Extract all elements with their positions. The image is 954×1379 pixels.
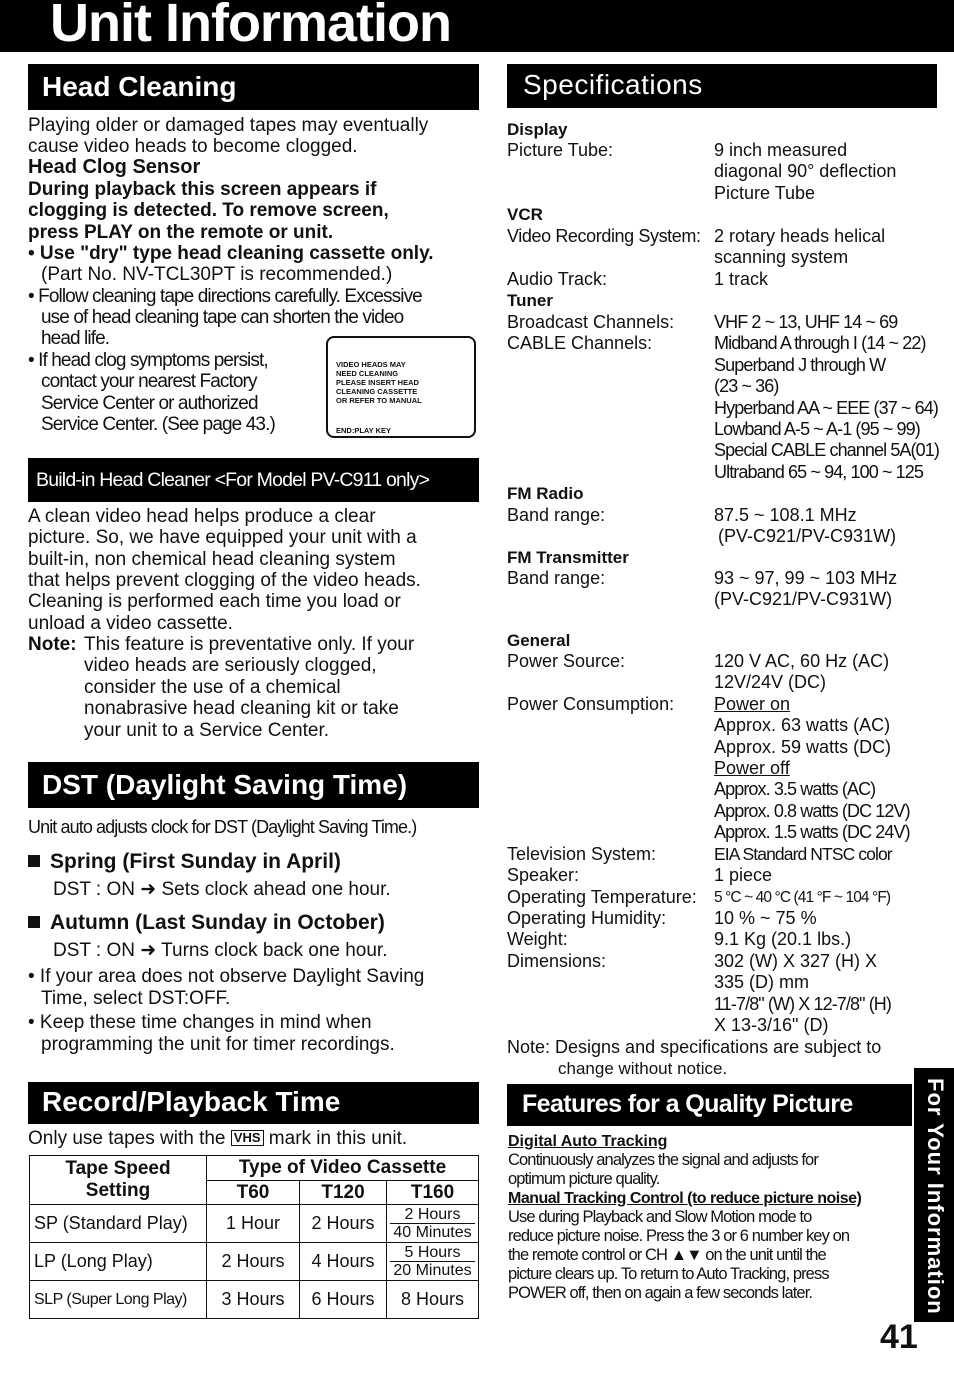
record-intro-before: Only use tapes with the: [28, 1128, 226, 1149]
fm-radio-label: Band range:: [507, 505, 606, 525]
builtin-heading-bar: [28, 458, 479, 502]
power-source-value-1: 120 V AC, 60 Hz (AC): [714, 651, 890, 671]
table-row: [30, 1243, 479, 1281]
humidity-value: 10 % ~ 75 %: [714, 908, 817, 928]
dimensions-label: Dimensions:: [507, 951, 607, 971]
head-cleaning-heading-bar: [28, 64, 479, 110]
fm-transmitter-value-2: (PV-C921/PV-C931W): [714, 589, 893, 609]
fm-transmitter-value-1: 93 ~ 97, 99 ~ 103 MHz: [714, 568, 898, 588]
note-4: nonabrasive head cleaning kit or take: [84, 698, 399, 719]
time-line: 20 Minutes: [390, 1261, 475, 1279]
screen-footer: END:PLAY KEY: [336, 426, 392, 435]
head-cleaning-intro-1: Playing older or damaged tapes may eventually: [28, 115, 429, 136]
dst-bullet1-1: • If your area does not observe Daylight Saving: [28, 966, 425, 987]
screen-line-5: OR REFER TO MANUAL: [336, 396, 422, 405]
t160-header: T160: [387, 1181, 479, 1205]
features-heading-bar: [507, 1084, 912, 1126]
specs-note-2: change without notice.: [558, 1059, 728, 1078]
mtc-title: Manual Tracking Control (to reduce picture noise): [508, 1190, 862, 1207]
broadcast-value: VHF 2 ~ 13, UHF 14 ~ 69: [714, 312, 898, 332]
side-tab-label: For Your Information: [923, 1078, 948, 1315]
sensor-text-1: During playback this screen appears if: [28, 179, 377, 200]
cable-value-7: Ultraband 65 ~ 94, 100 ~ 125: [714, 462, 923, 482]
features-heading: Features for a Quality Picture: [522, 1090, 853, 1118]
builtin-text-4: that helps prevent clogging of the video heads.: [28, 570, 421, 591]
head-cleaning-intro-2: cause video heads to become clogged.: [28, 136, 358, 157]
cable-value-3: (23 ~ 36): [714, 376, 779, 396]
video-recording-value-1: 2 rotary heads helical: [714, 226, 886, 246]
temperature-value: 5 °C ~ 40 °C (41 °F ~ 104 °F): [714, 889, 891, 906]
head-cleaning-heading: Head Cleaning: [42, 71, 237, 102]
time-cell: 4 Hours: [300, 1243, 387, 1281]
tape-speed-header-2: Setting: [85, 1180, 151, 1201]
tuner-title: Tuner: [507, 291, 553, 310]
persist-4: Service Center. (See page 43.): [41, 414, 275, 435]
screen-line-3: PLEASE INSERT HEAD: [336, 378, 419, 387]
power-source-label: Power Source:: [507, 651, 626, 671]
fm-radio-value-1: 87.5 ~ 108.1 MHz: [714, 505, 857, 525]
video-recording-label: Video Recording System:: [507, 226, 701, 246]
time-cell: [387, 1205, 479, 1243]
builtin-text-1: A clean video head helps produce a clear: [28, 506, 376, 527]
dat-title: Digital Auto Tracking: [508, 1133, 668, 1150]
tape-time-table: [29, 1155, 479, 1319]
spring-title-text: Spring (First Sunday in April): [50, 850, 341, 873]
record-intro-after: mark in this unit.: [268, 1128, 408, 1149]
vcr-title: VCR: [507, 205, 543, 224]
t60-header: T60: [207, 1181, 300, 1205]
power-off-value-2: Approx. 0.8 watts (DC 12V): [714, 801, 910, 821]
tv-system-label: Television System:: [507, 844, 657, 864]
dat-text-1: Continuously analyzes the signal and adjusts for: [508, 1151, 818, 1169]
dat-text-2: optimum picture quality.: [508, 1170, 660, 1188]
time-cell: 8 Hours: [387, 1281, 479, 1319]
dimensions-value-1: 302 (W) X 327 (H) X: [714, 951, 878, 971]
mtc-text-1: Use during Playback and Slow Motion mode to: [508, 1208, 812, 1226]
dimensions-value-3: 11-7/8" (W) X 12-7/8" (H): [714, 994, 891, 1014]
dst-bullet2-2: programming the unit for timer recordings.: [41, 1034, 395, 1055]
note-1: This feature is preventative only. If your: [84, 634, 415, 655]
square-bullet-icon: [28, 855, 40, 867]
power-source-value-2: 12V/24V (DC): [714, 672, 827, 692]
time-line: 2 Hours: [404, 1206, 461, 1223]
picture-tube-value-3: Picture Tube: [714, 183, 816, 203]
power-off-value-1: Approx. 3.5 watts (AC): [714, 779, 876, 799]
general-title: General: [507, 631, 571, 650]
speaker-label: Speaker:: [507, 865, 580, 885]
dst-bullet2-1: • Keep these time changes in mind when: [28, 1012, 372, 1033]
time-line: 5 Hours: [404, 1244, 461, 1261]
sensor-text-2: clogging is detected. To remove screen,: [28, 200, 389, 221]
head-clog-sensor-title: Head Clog Sensor: [28, 156, 201, 178]
mtc-text-5: POWER off, then on again a few seconds later.: [508, 1284, 813, 1302]
time-cell: 2 Hours: [207, 1243, 300, 1281]
audio-track-value: 1 track: [714, 269, 769, 289]
time-cell: 6 Hours: [300, 1281, 387, 1319]
screen-line-4: CLEANING CASSETTE: [336, 387, 418, 396]
power-on-value-2: Approx. 59 watts (DC): [714, 737, 892, 757]
cassette-type-header: Type of Video Cassette: [207, 1156, 479, 1181]
fm-radio-title: FM Radio: [507, 484, 584, 503]
builtin-text-6: unload a video cassette.: [28, 613, 233, 634]
dst-heading: DST (Daylight Saving Time): [42, 769, 408, 800]
page-title: Unit Information: [50, 0, 451, 53]
power-off-value-3: Approx. 1.5 watts (DC 24V): [714, 822, 910, 842]
autumn-title: [28, 912, 385, 933]
dry-cassette-bullet: • Use "dry" type head cleaning cassette only.: [28, 243, 434, 264]
fm-transmitter-title: FM Transmitter: [507, 548, 629, 567]
follow-directions-2: use of head cleaning tape can shorten the video: [41, 307, 404, 328]
cable-value-4: Hyperband AA ~ EEE (37 ~ 64): [714, 398, 938, 418]
spring-title: [28, 851, 341, 872]
time-cell: 1 Hour: [207, 1205, 300, 1243]
table-row: [30, 1281, 479, 1319]
speed-cell: SLP (Super Long Play): [30, 1281, 207, 1319]
follow-directions-3: head life.: [41, 328, 110, 349]
power-on-label: Power on: [714, 694, 791, 714]
record-heading: Record/Playback Time: [42, 1086, 341, 1117]
screen-line-1: VIDEO HEADS MAY: [336, 360, 406, 369]
dst-bullet1-2: Time, select DST:OFF.: [41, 988, 231, 1009]
builtin-text-2: picture. So, we have equipped your unit with a: [28, 527, 417, 548]
persist-3: Service Center or authorized: [41, 393, 258, 414]
cable-label: CABLE Channels:: [507, 333, 653, 353]
mtc-text-2: reduce picture noise. Press the 3 or 6 number key on: [508, 1227, 850, 1245]
note-3: consider the use of a chemical: [84, 677, 341, 698]
note-2: video heads are seriously clogged,: [84, 655, 377, 676]
dimensions-value-2: 335 (D) mm: [714, 972, 810, 992]
persist-1: • If head clog symptoms persist,: [28, 350, 268, 371]
cable-value-6: Special CABLE channel 5A(01): [714, 440, 939, 460]
builtin-text-5: Cleaning is performed each time you load or: [28, 591, 401, 612]
side-tab: [914, 1068, 954, 1322]
power-on-value-1: Approx. 63 watts (AC): [714, 715, 891, 735]
time-cell: [387, 1243, 479, 1281]
spring-text: DST : ON ➜ Sets clock ahead one hour.: [53, 879, 391, 900]
cable-value-5: Lowband A-5 ~ A-1 (95 ~ 99): [714, 419, 920, 439]
builtin-heading: Build-in Head Cleaner <For Model PV-C911 only>: [36, 469, 430, 491]
time-line: 40 Minutes: [390, 1223, 475, 1241]
weight-value: 9.1 Kg (20.1 lbs.): [714, 929, 852, 949]
note-label: Note:: [28, 634, 77, 655]
humidity-label: Operating Humidity:: [507, 908, 667, 928]
speed-cell: SP (Standard Play): [30, 1205, 207, 1243]
autumn-text: DST : ON ➜ Turns clock back one hour.: [53, 940, 388, 961]
fm-radio-value-2: (PV-C921/PV-C931W): [718, 526, 897, 546]
fm-transmitter-label: Band range:: [507, 568, 606, 588]
screen-line-2: NEED CLEANING: [336, 369, 399, 378]
mtc-text-4: picture clears up. To return to Auto Tracking, press: [508, 1265, 829, 1283]
page-title-bar: [0, 0, 954, 52]
square-bullet-icon: [28, 916, 40, 928]
tape-speed-header: [30, 1156, 207, 1205]
picture-tube-value-2: diagonal 90° deflection: [714, 161, 897, 181]
specifications-heading: Specifications: [523, 69, 703, 100]
tape-speed-header-1: Tape Speed: [65, 1158, 171, 1179]
persist-2: contact your nearest Factory: [41, 371, 257, 392]
specs-note-1: Note: Designs and specifications are subject to: [507, 1037, 882, 1057]
specifications-heading-bar: [507, 64, 937, 108]
mtc-text-3: the remote control or CH ▲▼ on the unit until the: [508, 1246, 826, 1264]
table-row: [30, 1205, 479, 1243]
time-cell: 3 Hours: [207, 1281, 300, 1319]
record-intro: [28, 1128, 407, 1149]
speaker-value: 1 piece: [714, 865, 773, 885]
record-heading-bar: [28, 1082, 479, 1124]
autumn-title-text: Autumn (Last Sunday in October): [50, 911, 385, 934]
broadcast-label: Broadcast Channels:: [507, 312, 675, 332]
note-5: your unit to a Service Center.: [84, 720, 330, 741]
video-recording-value-2: scanning system: [714, 247, 849, 267]
picture-tube-label: Picture Tube:: [507, 140, 614, 160]
page-number: 41: [880, 1318, 918, 1356]
cable-value-2: Superband J through W: [714, 355, 886, 375]
vhs-logo: VHS: [231, 1130, 264, 1146]
dst-intro: Unit auto adjusts clock for DST (Daylight Saving Time.): [28, 817, 417, 837]
display-title: Display: [507, 120, 568, 139]
weight-label: Weight:: [507, 929, 568, 949]
audio-track-label: Audio Track:: [507, 269, 608, 289]
builtin-text-3: built-in, non chemical head cleaning system: [28, 549, 396, 570]
time-cell: 2 Hours: [300, 1205, 387, 1243]
tv-system-value: EIA Standard NTSC color: [714, 844, 892, 864]
dimensions-value-4: X 13-3/16" (D): [714, 1015, 829, 1035]
dst-heading-bar: [28, 762, 479, 808]
sensor-text-3: press PLAY on the remote or unit.: [28, 222, 334, 243]
picture-tube-value-1: 9 inch measured: [714, 140, 848, 160]
speed-cell: LP (Long Play): [30, 1243, 207, 1281]
temperature-label: Operating Temperature:: [507, 887, 697, 907]
power-consumption-label: Power Consumption:: [507, 694, 675, 714]
clog-warning-screen: [326, 336, 476, 438]
power-off-label: Power off: [714, 758, 790, 778]
part-number-text: (Part No. NV-TCL30PT is recommended.): [41, 264, 393, 285]
follow-directions-1: • Follow cleaning tape directions carefully. Excessive: [28, 286, 422, 307]
t120-header: T120: [300, 1181, 387, 1205]
cable-value-1: Midband A through I (14 ~ 22): [714, 333, 926, 353]
